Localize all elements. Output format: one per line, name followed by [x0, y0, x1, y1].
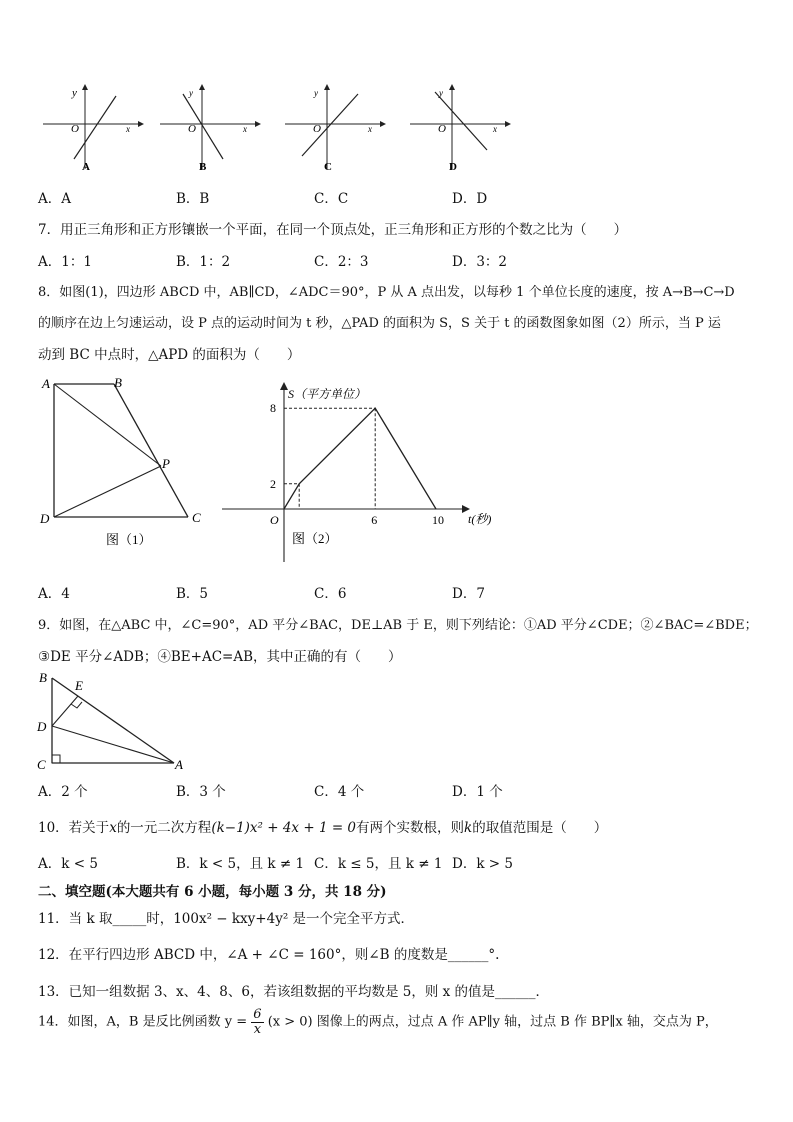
q12-text: 12．在平行四边形 ABCD 中，∠A + ∠C = 160°，则∠B 的度数是______°.	[38, 947, 500, 963]
y-axis-label: S（平方单位）	[288, 387, 367, 401]
q7-text: 7．用正三角形和正方形镶嵌一个平面，在同一个顶点处，正三角形和正方形的个数之比为（ ）	[38, 222, 628, 238]
q9-option-b[interactable]: B．3 个	[176, 784, 226, 800]
x-axis-label: t(秒)	[468, 512, 492, 526]
q6-graph-d	[405, 84, 515, 174]
q8-figure-2-chart	[218, 376, 508, 566]
graph-label: A	[82, 161, 90, 173]
svg-text:y: y	[314, 88, 318, 98]
q10-option-b[interactable]: B．k < 5，且 k ≠ 1	[176, 856, 305, 872]
q6-option-c[interactable]: C．C	[314, 191, 349, 207]
svg-text:O: O	[438, 123, 446, 135]
q9-line2: ③DE 平分∠ADB；④BE+AC=AB，其中正确的有（ ）	[38, 649, 402, 665]
svg-text:C: C	[324, 161, 332, 173]
q7-option-b[interactable]: B．1：2	[176, 254, 231, 270]
q8-line3: 动到 BC 中点时，△APD 的面积为（ ）	[38, 347, 301, 363]
fig1-label-c: C	[192, 510, 201, 525]
q8-line1: 8．如图(1)，四边形 ABCD 中，AB∥CD，∠ADC＝90°，P 从 A 点出发，以每秒 1 个单位长度的速度，按 A→B→C→D	[38, 285, 735, 300]
q14-text	[38, 1008, 718, 1036]
q10-post: 有两个实数根，则	[356, 820, 465, 836]
q10-option-c[interactable]: C．k ≤ 5，且 k ≠ 1	[314, 856, 443, 872]
svg-text:B: B	[199, 161, 207, 173]
y-axis-arrow	[280, 382, 288, 390]
fig2-caption: 图（2）	[292, 531, 338, 546]
q9-option-d[interactable]: D．1 个	[452, 784, 503, 800]
q14-denominator: x	[253, 1021, 262, 1037]
q9-figure	[34, 670, 194, 775]
q6-option-a[interactable]: A．A	[38, 191, 71, 207]
fig9-label-b: B	[39, 670, 47, 685]
svg-text:y: y	[72, 87, 77, 99]
q14-numerator: 6	[253, 1007, 262, 1022]
q9-line1: 9．如图，在△ABC 中，∠C=90°，AD 平分∠BAC，DE⊥AB 于 E，则下列结论：①AD 平分∠CDE；②∠BAC=∠BDE；	[38, 618, 758, 633]
y-tick-label-0: 8	[270, 401, 276, 416]
svg-text:y: y	[189, 88, 193, 98]
y-tick-label-1: 2	[270, 476, 276, 491]
q10-var-x: x	[109, 820, 117, 836]
q9-option-a[interactable]: A．2 个	[38, 784, 88, 800]
q13-text: 13．已知一组数据 3、x、4、8、6，若该组数据的平均数是 5，则 x 的值是______．	[38, 984, 550, 1000]
q7-option-a[interactable]: A．1：1	[38, 254, 92, 270]
q10-option-a[interactable]: A．k < 5	[38, 856, 98, 872]
fig1-label-b: B	[114, 375, 122, 390]
q8-option-a[interactable]: A．4	[38, 586, 70, 602]
q10-equation: (k−1)x² + 4x + 1 = 0	[211, 820, 357, 836]
q14-post: (x > 0) 图像上的两点，过点 A 作 AP∥y 轴，过点 B 作 BP∥x 轴，交点为 P，	[267, 1014, 718, 1030]
q14-pre: 14．如图，A，B 是反比例函数 y =	[38, 1014, 248, 1030]
q14-fraction	[251, 1008, 263, 1036]
q8-option-c[interactable]: C．6	[314, 586, 347, 602]
q8-option-b[interactable]: B．5	[176, 586, 209, 602]
q10-end: 的取值范围是（ ）	[472, 820, 608, 836]
q10-mid: 的一元二次方程	[116, 820, 212, 836]
fig9-label-e: E	[75, 678, 83, 693]
q7-option-c[interactable]: C．2：3	[314, 254, 369, 270]
svg-text:y: y	[439, 88, 443, 98]
q9-option-c[interactable]: C．4 个	[314, 784, 365, 800]
fig9-label-a: A	[175, 757, 183, 772]
svg-text:x: x	[493, 124, 497, 134]
svg-text:D: D	[449, 161, 457, 173]
svg-text:O: O	[188, 123, 196, 135]
q10-var-k: k	[464, 820, 473, 836]
fig9-label-c: C	[37, 757, 46, 772]
q8-option-d[interactable]: D．7	[452, 586, 485, 602]
q7-option-d[interactable]: D．3：2	[452, 254, 508, 270]
q6-option-d[interactable]: D．D	[452, 191, 488, 207]
svg-text:x: x	[243, 124, 247, 134]
q10-pre: 10．若关于	[38, 820, 110, 836]
fig1-label-p: P	[162, 456, 170, 471]
q6-graph-c	[280, 84, 390, 174]
q6-option-b[interactable]: B．B	[176, 191, 210, 207]
svg-text:O: O	[71, 123, 79, 135]
x-tick-label-0: 6	[371, 513, 378, 527]
svg-text:x: x	[368, 124, 372, 134]
q6-graph-a	[38, 84, 148, 174]
q11-text: 11．当 k 取_____时，100x² − kxy+4y² 是一个完全平方式．	[38, 911, 415, 927]
fig1-caption: 图（1）	[106, 532, 152, 547]
origin-label: O	[270, 513, 279, 527]
fig1-label-a: A	[42, 376, 50, 391]
q10-option-d[interactable]: D．k > 5	[452, 856, 513, 872]
q6-graph-b	[155, 84, 265, 174]
series-line	[284, 408, 436, 509]
svg-text:O: O	[313, 123, 321, 135]
q8-line2: 的顺序在边上匀速运动，设 P 点的运动时间为 t 秒，△PAD 的面积为 S，S 关于 t 的函数图象如图（2）所示，当 P 运	[38, 316, 721, 331]
x-tick-label-1: 10	[432, 513, 444, 527]
section-2-heading: 二、填空题(本大题共有 6 小题，每小题 3 分，共 18 分)	[38, 884, 387, 900]
q10-text	[38, 816, 607, 836]
svg-text:x: x	[126, 124, 130, 134]
fig1-label-d: D	[40, 511, 50, 526]
q8-figure-1	[36, 372, 216, 552]
fig9-label-d: D	[37, 719, 47, 734]
